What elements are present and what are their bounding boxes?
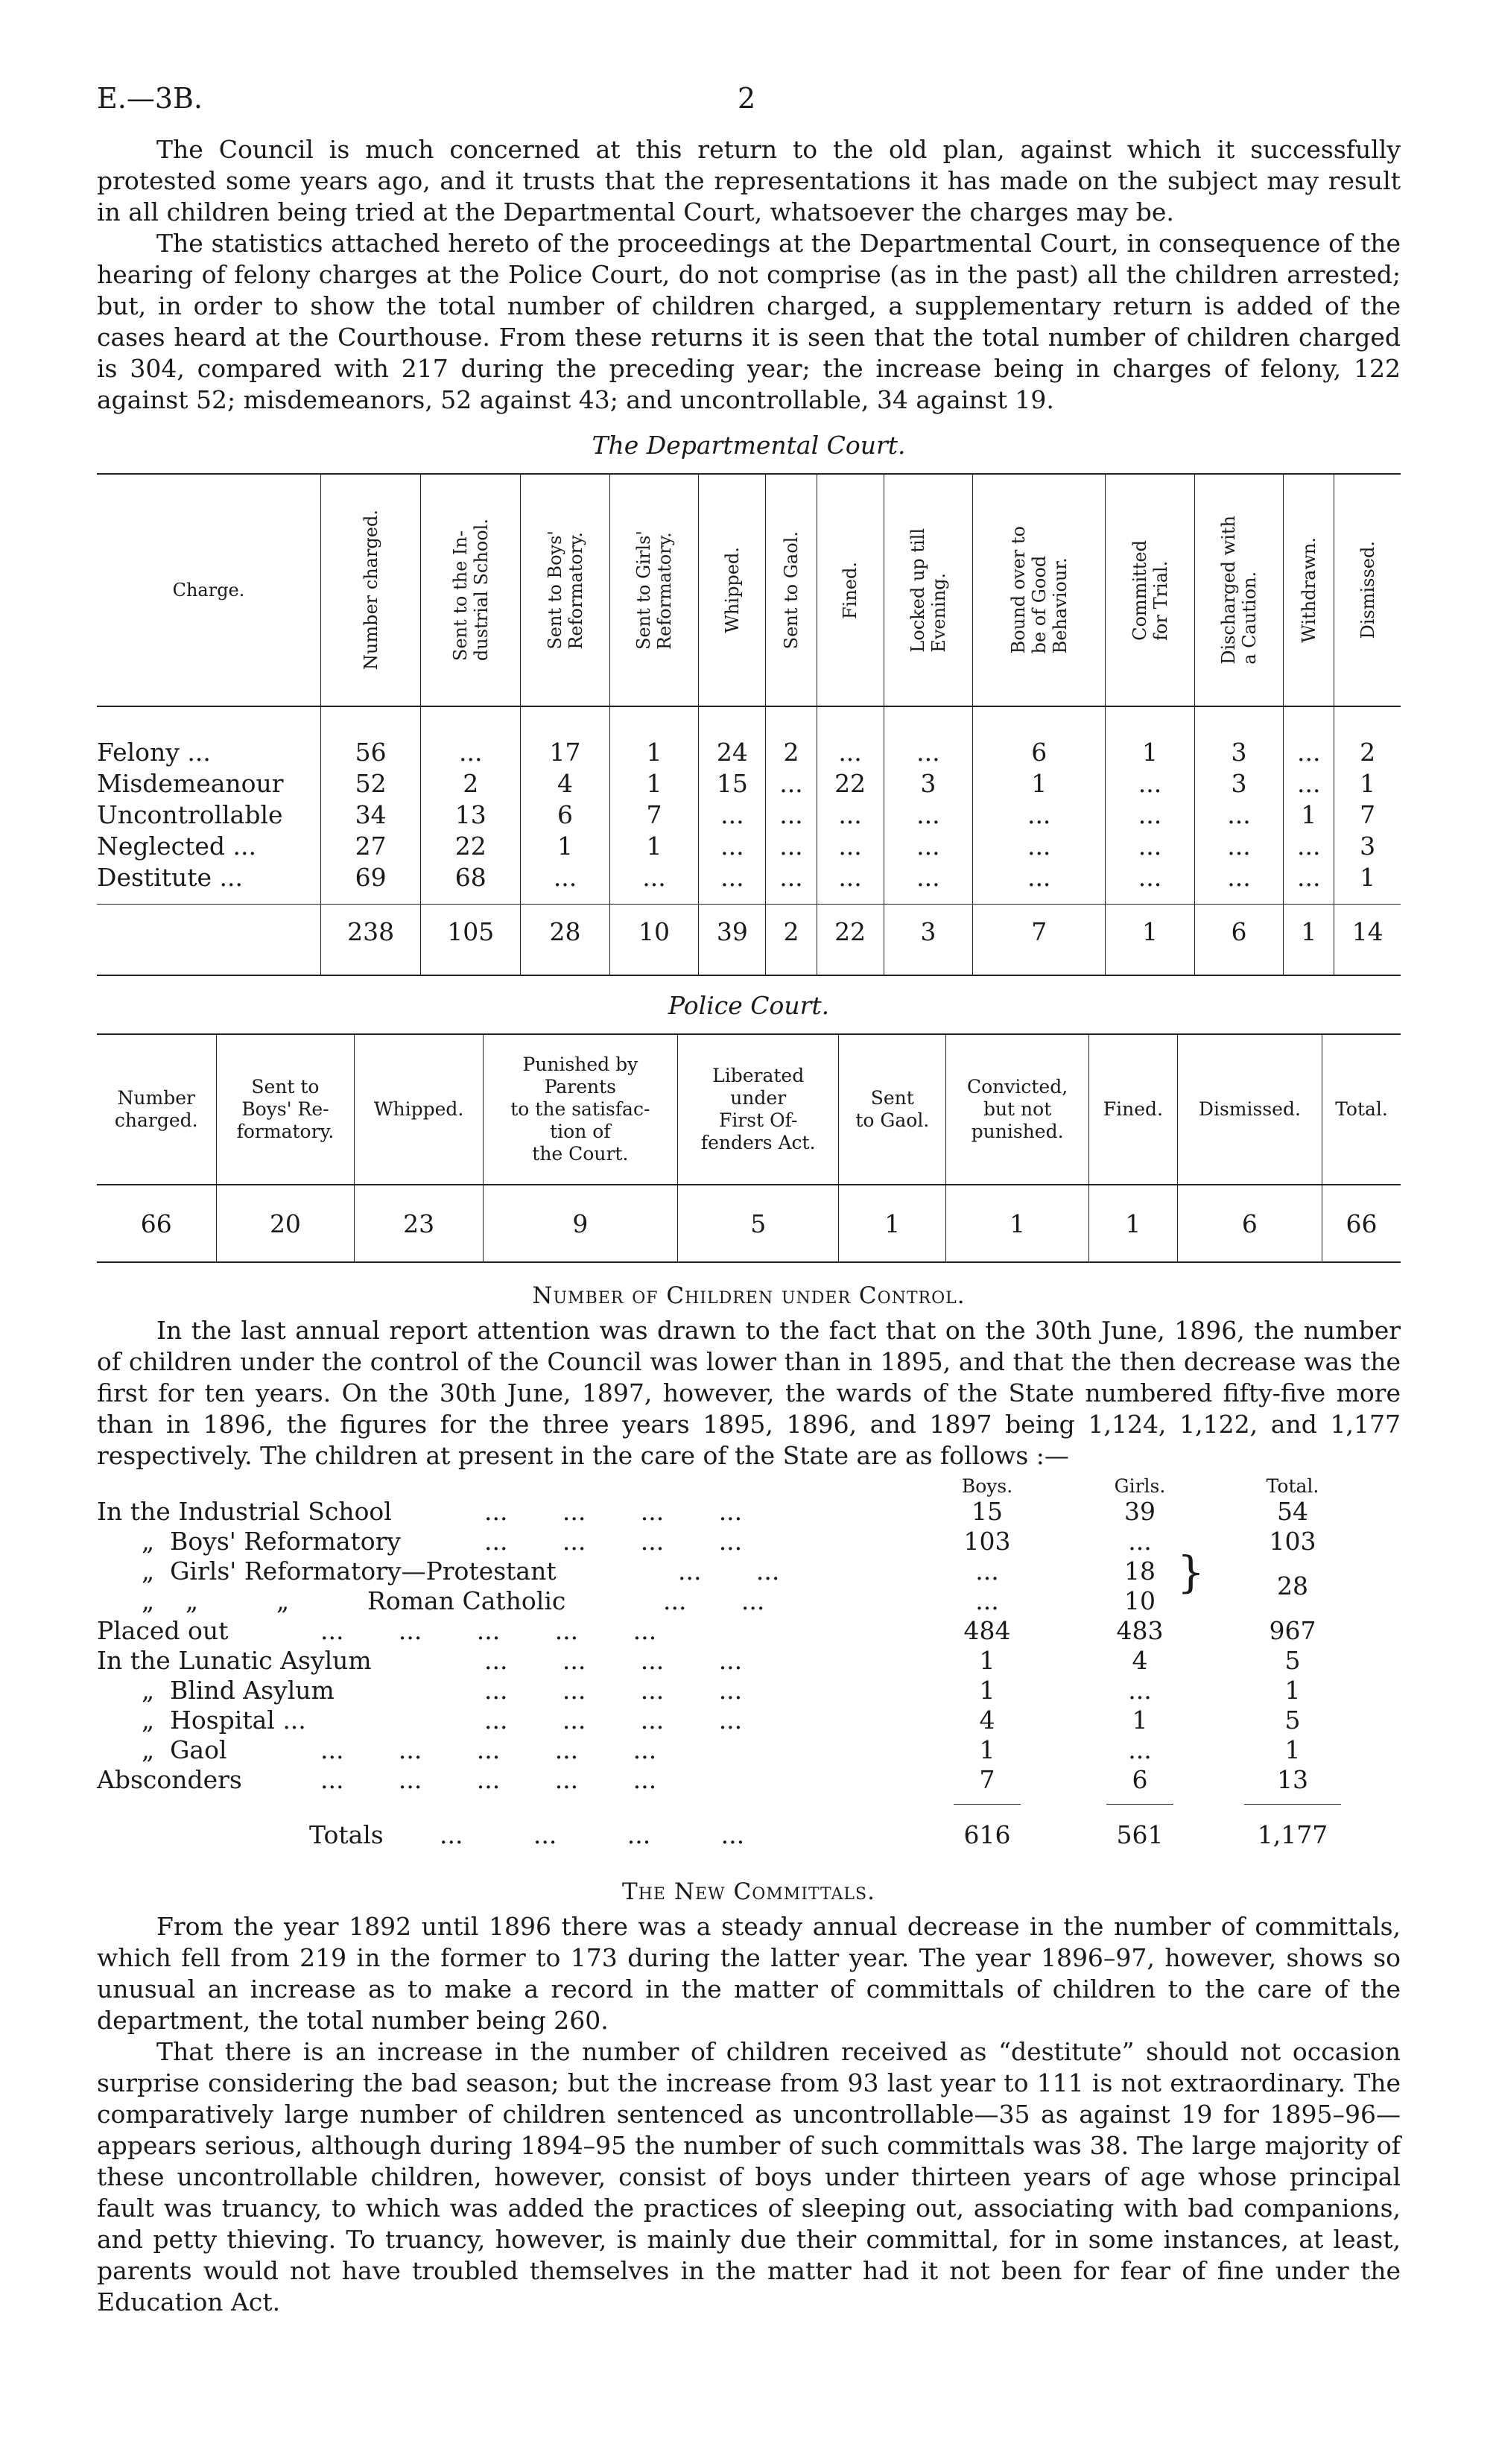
table-cell: ... — [1106, 862, 1194, 905]
table-cell: ... — [884, 706, 972, 768]
total-header: Total. — [1266, 1475, 1319, 1497]
table-cell: 2 — [421, 768, 521, 799]
control-girls-value: 6 — [1132, 1765, 1148, 1794]
control-boys-value: 15 — [972, 1497, 1003, 1526]
committals-heading: The New Committals. — [622, 1878, 875, 1905]
control-girls-value: 4 — [1132, 1646, 1148, 1675]
table-cell: 1 — [521, 831, 609, 862]
table-cell: 69 — [321, 862, 421, 905]
table-cell: 56 — [321, 706, 421, 768]
total-cell: 105 — [421, 905, 521, 976]
table-cell: 52 — [321, 768, 421, 799]
table-cell: 66 — [1322, 1185, 1401, 1262]
committals-paragraph-2: That there is an increase in the number of children received as “destitute” should not occasion surprise considering the bad season; but the increase from 93 last year to 111 is not extraordinary. The comparatively large number of children sentenced as uncontrollable—35 as against 19 for 1895–96—appears serious, although during 1894–95 the number of such committals was 38. The large majority of these uncontrollable children, however, consist of boys under thirteen years of age whose principal fault was truancy, to which was added the practices of sleeping out, associating with bad companions, and petty thieving. To truancy, however, is mainly due their committal, for in some instances, at least, parents would not have troubled themselves in the matter had it not been for fear of fine under the Education Act. — [97, 2037, 1401, 2316]
control-totals-label: Totals — [309, 1820, 384, 1849]
column-header: Committed for Trial. — [1106, 474, 1194, 706]
table-cell: 23 — [355, 1185, 483, 1262]
table-row — [97, 831, 1401, 862]
leader-dots: ... ... ... ... — [440, 1820, 745, 1849]
leader-dots: ... ... ... ... ... — [320, 1735, 657, 1764]
control-girls-value: ... — [1128, 1735, 1152, 1764]
control-row — [97, 1616, 1401, 1646]
reformatory-girls-total: 28 — [1277, 1571, 1308, 1600]
table-cell: 34 — [321, 799, 421, 831]
column-header: Sent to the In- dustrial School. — [421, 474, 521, 706]
table-cell: 2 — [766, 706, 817, 768]
table-cell: 3 — [1194, 706, 1283, 768]
total-cell: 28 — [521, 905, 609, 976]
leader-dots: ... ... — [663, 1586, 765, 1615]
table-cell: 1 — [609, 768, 698, 799]
control-boys-value: 1 — [979, 1735, 995, 1764]
control-row-label: In the Lunatic Asylum — [97, 1646, 372, 1675]
control-row — [97, 1497, 1401, 1527]
column-header: Sent to Gaol. — [766, 474, 817, 706]
totals-row — [97, 905, 1401, 976]
table-cell: 6 — [521, 799, 609, 831]
table-cell: ... — [1106, 831, 1194, 862]
control-total-value: 1 — [1284, 1735, 1301, 1764]
control-total-value: 5 — [1284, 1646, 1301, 1675]
total-cell: 6 — [1194, 905, 1283, 976]
table-cell: ... — [609, 862, 698, 905]
total-cell: 3 — [884, 905, 972, 976]
column-header: Bound over to be of Good Behaviour. — [973, 474, 1106, 706]
total-cell: 1 — [1106, 905, 1194, 976]
column-header: Discharged with a Caution. — [1194, 474, 1283, 706]
table-cell: 15 — [699, 768, 766, 799]
girls-header: Girls. — [1114, 1475, 1166, 1497]
control-row-label: „ Girls' Reformatory—Protestant — [142, 1556, 557, 1586]
control-table — [97, 1472, 1401, 1859]
control-boys-value: 1 — [979, 1646, 995, 1675]
totals-label — [97, 905, 321, 976]
totals-rule — [1244, 1804, 1341, 1805]
table-cell: 3 — [1334, 831, 1401, 862]
column-header: Sent to Girls' Reformatory. — [609, 474, 698, 706]
table-cell: ... — [817, 799, 884, 831]
table-cell: 4 — [521, 768, 609, 799]
table-cell: 7 — [1334, 799, 1401, 831]
table-cell: ... — [1284, 831, 1334, 862]
table-cell: ... — [973, 799, 1106, 831]
intro-paragraph-2: The statistics attached hereto of the proceedings at the Departmental Court, in consequence of the hearing of felony charges at the Police Court, do not comprise (as in the past) all the children arrested; but, in order to show the total number of children charged, a supplementary return is added of the cases heard at the Courthouse. From these returns it is seen that the total number of children charged is 304, compared with 217 during the preceding year; the increase being in charges of felony, 122 against 52; misdemeanors, 52 against 43; and uncontrollable, 34 against 19. — [97, 229, 1401, 414]
table-cell: 5 — [677, 1185, 839, 1262]
table-cell: ... — [699, 799, 766, 831]
police-values-row — [97, 1185, 1401, 1262]
control-total-value: 13 — [1277, 1765, 1308, 1794]
column-header: Locked up till Evening. — [884, 474, 972, 706]
table-cell: 1 — [1089, 1185, 1178, 1262]
departmental-court-caption: The Departmental Court. — [592, 431, 906, 460]
control-row-label: „ Blind Asylum — [142, 1676, 335, 1705]
column-header: Convicted, but not punished. — [946, 1034, 1089, 1185]
intro-paragraph-1: The Council is much concerned at this return to the old plan, against which it successfully protested some years ago, and it trusts that the representations it has made on the subject may result in all children being tried at the Departmental Court, whatsoever the charges may be. — [97, 135, 1401, 227]
column-header: Whipped. — [699, 474, 766, 706]
control-boys-value: 7 — [979, 1765, 995, 1794]
table-cell: ... — [1284, 768, 1334, 799]
table-cell: 1 — [1284, 799, 1334, 831]
column-header: Punished by Parents to the satisfac- tion of the Court. — [483, 1034, 677, 1185]
table-cell: 20 — [216, 1185, 355, 1262]
total-cell: 14 — [1334, 905, 1401, 976]
control-boys-value: 4 — [979, 1706, 995, 1735]
control-total-girls: 561 — [1116, 1820, 1164, 1849]
control-girls-value: ... — [1128, 1676, 1152, 1705]
table-cell: 66 — [97, 1185, 216, 1262]
totals-rule — [954, 1804, 1021, 1805]
control-girls-value: 1 — [1132, 1706, 1148, 1735]
table-cell: 6 — [973, 706, 1106, 768]
table-cell: ... — [699, 862, 766, 905]
control-total-value: 1 — [1284, 1676, 1301, 1705]
table-cell: ... — [973, 862, 1106, 905]
total-cell: 1 — [1284, 905, 1334, 976]
table-cell: ... — [817, 706, 884, 768]
column-header: Fined. — [817, 474, 884, 706]
table-cell: ... — [1106, 768, 1194, 799]
police-header-row — [97, 1034, 1401, 1185]
control-boys-value: 484 — [963, 1616, 1011, 1645]
committals-paragraph-1: From the year 1892 until 1896 there was a steady annual decrease in the number of committals, which fell from 219 in the former to 173 during the latter year. The year 1896–97, however, shows so unusual an increase as to make a record in the matter of committals of children to the care of the department, the total number being 260. — [97, 1912, 1401, 2035]
police-court-table — [97, 1033, 1401, 1263]
total-cell: 39 — [699, 905, 766, 976]
control-row-label: „ „ „ Roman Catholic — [142, 1586, 566, 1615]
column-header: Number charged. — [321, 474, 421, 706]
brace-icon: } — [1177, 1547, 1205, 1597]
control-girls-value: 10 — [1124, 1586, 1156, 1615]
control-row-label: „ Gaol — [142, 1735, 227, 1764]
departmental-header-row — [97, 474, 1401, 706]
table-row — [97, 768, 1401, 799]
charge-label: Uncontrollable — [97, 800, 283, 829]
control-girls-value: 483 — [1116, 1616, 1164, 1645]
table-cell: 17 — [521, 706, 609, 768]
leader-dots: ... ... ... ... — [484, 1527, 743, 1556]
control-heading: Number of Children under Control. — [532, 1282, 966, 1309]
control-total-boys: 616 — [963, 1820, 1011, 1849]
table-cell: ... — [884, 799, 972, 831]
column-header: Number charged. — [97, 1034, 216, 1185]
control-girls-value: ... — [1128, 1527, 1152, 1556]
leader-dots: ... ... ... ... — [484, 1706, 743, 1735]
control-row — [97, 1586, 1401, 1616]
control-row — [97, 1527, 1401, 1556]
report-reference: E.—3B. — [97, 82, 203, 115]
boys-header: Boys. — [961, 1475, 1013, 1497]
table-cell: ... — [1194, 831, 1283, 862]
control-row — [97, 1735, 1401, 1765]
control-row — [97, 1556, 1401, 1586]
column-header: Sent to Gaol. — [839, 1034, 946, 1185]
control-boys-value: ... — [975, 1586, 999, 1615]
column-header: Sent to Boys' Reformatory. — [521, 474, 609, 706]
control-total-value: 5 — [1284, 1706, 1301, 1735]
column-header: Total. — [1322, 1034, 1401, 1185]
control-total-value: 967 — [1269, 1616, 1316, 1645]
leader-dots: ... ... ... ... ... — [320, 1616, 657, 1645]
table-cell: ... — [766, 862, 817, 905]
leader-dots: ... ... ... ... — [484, 1676, 743, 1705]
control-row-label: „ Boys' Reformatory — [142, 1527, 402, 1556]
table-cell: 2 — [1334, 706, 1401, 768]
table-cell: ... — [1194, 862, 1283, 905]
table-cell: 1 — [1106, 706, 1194, 768]
table-cell: 22 — [817, 768, 884, 799]
document-page — [97, 82, 1401, 2318]
table-cell: 1 — [609, 831, 698, 862]
table-cell: 13 — [421, 799, 521, 831]
total-cell: 238 — [321, 905, 421, 976]
table-cell: ... — [1106, 799, 1194, 831]
control-row-label: „ Hospital ... — [142, 1706, 306, 1735]
column-header: Whipped. — [355, 1034, 483, 1185]
table-cell: 1 — [609, 706, 698, 768]
table-cell: 1 — [1334, 862, 1401, 905]
table-cell: 6 — [1177, 1185, 1322, 1262]
leader-dots: ... ... ... ... — [484, 1646, 743, 1675]
total-cell: 10 — [609, 905, 698, 976]
table-cell: 1 — [946, 1185, 1089, 1262]
column-header: Withdrawn. — [1284, 474, 1334, 706]
table-cell: 1 — [839, 1185, 946, 1262]
column-header: Sent to Boys' Re- formatory. — [216, 1034, 355, 1185]
control-total-total: 1,177 — [1257, 1820, 1328, 1849]
table-cell: ... — [766, 799, 817, 831]
table-cell: ... — [766, 768, 817, 799]
control-row — [97, 1676, 1401, 1706]
table-cell: 3 — [884, 768, 972, 799]
charge-column-header: Charge. — [97, 474, 321, 706]
table-cell: ... — [884, 831, 972, 862]
total-cell: 2 — [766, 905, 817, 976]
control-boys-value: ... — [975, 1556, 999, 1586]
table-cell: ... — [766, 831, 817, 862]
total-cell: 7 — [973, 905, 1106, 976]
leader-dots: ... ... ... ... — [484, 1497, 743, 1526]
police-court-caption: Police Court. — [668, 991, 830, 1020]
column-header: Dismissed. — [1177, 1034, 1322, 1185]
table-cell: 3 — [1194, 768, 1283, 799]
control-row-label: Placed out — [97, 1616, 229, 1645]
table-cell: 22 — [421, 831, 521, 862]
table-cell: ... — [817, 862, 884, 905]
table-cell: ... — [1284, 706, 1334, 768]
table-row — [97, 799, 1401, 831]
table-cell: 9 — [483, 1185, 677, 1262]
table-cell: ... — [1194, 799, 1283, 831]
column-header: Fined. — [1089, 1034, 1178, 1185]
page-number: 2 — [738, 82, 756, 115]
table-cell: ... — [973, 831, 1106, 862]
charge-label: Neglected ... — [97, 832, 256, 861]
table-cell: 7 — [609, 799, 698, 831]
table-cell: 68 — [421, 862, 521, 905]
departmental-court-table — [97, 473, 1401, 976]
column-header: Liberated under First Of- fenders Act. — [677, 1034, 839, 1185]
leader-dots: ... ... ... ... ... — [320, 1765, 657, 1794]
table-cell: ... — [421, 706, 521, 768]
charge-label: Misdemeanour — [97, 769, 284, 798]
table-cell: 24 — [699, 706, 766, 768]
table-cell: ... — [884, 862, 972, 905]
control-row — [97, 1646, 1401, 1676]
table-cell: ... — [521, 862, 609, 905]
table-cell: 27 — [321, 831, 421, 862]
control-boys-value: 1 — [979, 1676, 995, 1705]
control-total-value: 103 — [1269, 1527, 1316, 1556]
table-cell: ... — [817, 831, 884, 862]
control-boys-value: 103 — [963, 1527, 1011, 1556]
page-header — [97, 82, 1401, 134]
table-row — [97, 706, 1401, 768]
leader-dots: ... ... — [678, 1556, 780, 1586]
charge-label: Felony ... — [97, 738, 211, 767]
table-cell: ... — [1284, 862, 1334, 905]
control-total-value: 54 — [1277, 1497, 1308, 1526]
column-header: Dismissed. — [1334, 474, 1401, 706]
control-totals-row — [97, 1820, 1401, 1850]
control-row — [97, 1765, 1401, 1795]
control-girls-value: 39 — [1124, 1497, 1156, 1526]
table-cell: 1 — [1334, 768, 1401, 799]
table-cell: ... — [699, 831, 766, 862]
table-row — [97, 862, 1401, 905]
table-cell: 1 — [973, 768, 1106, 799]
control-row — [97, 1706, 1401, 1735]
control-row-label: In the Industrial School — [97, 1497, 392, 1526]
control-paragraph: In the last annual report attention was drawn to the fact that on the 30th June, 1896, the number of children under the control of the Council was lower than in 1895, and that the then decrease was the first for ten years. On the 30th June, 1897, however, the wards of the State numbered fifty-five more than in 1896, the figures for the three years 1895, 1896, and 1897 being 1,124, 1,122, and 1,177 respectively. The children at present in the care of the State are as follows :— — [97, 1316, 1401, 1470]
totals-rule — [1106, 1804, 1173, 1805]
control-girls-value: 18 — [1124, 1556, 1156, 1586]
control-row-label: Absconders — [97, 1765, 242, 1794]
total-cell: 22 — [817, 905, 884, 976]
charge-label: Destitute ... — [97, 863, 244, 892]
